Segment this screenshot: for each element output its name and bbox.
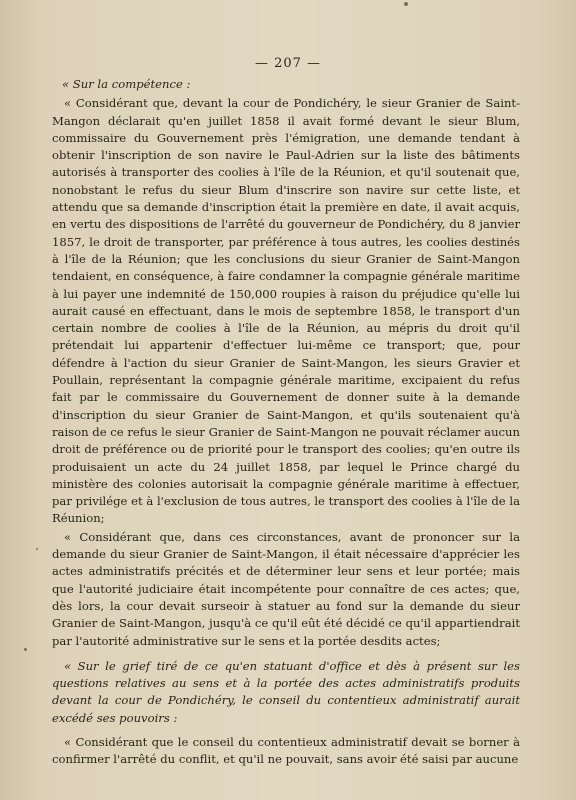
section-heading: « Sur la compétence :	[62, 77, 191, 91]
ink-speck	[36, 548, 38, 550]
ink-speck	[24, 648, 27, 651]
paragraph: « Considérant que, dans ces circonstances, avant de prononcer sur la demande du sieur Granier de Saint-Mangon, il était nécessaire d'apprécier les actes administratifs précités et de déterminer leur sens et leur portée; mais que l'autorité judiciaire était incompétente pour connaître de ces actes; que, dès lors, la cour devait surseoir à statuer au fond sur la demande du sieur Granier de Saint-Mangon, jusqu'à ce qu'il eût été décidé ce qu'il appartiendrait par l'autorité administrative sur le sens et la portée desdits actes;	[52, 529, 520, 648]
italic-section-heading: « Sur le grief tiré de ce qu'en statuant d'office et dès à présent sur les questions relatives au sens et à la portée des actes administratifs produits devant la cour de Pondichéry, le conseil du contentieux administratif aurait excédé ses pouvoirs :	[52, 658, 520, 725]
paragraph: « Considérant que le conseil du contentieux administratif devait se borner à confirmer l'arrêté du conflit, et qu'il ne pouvait, sans avoir été saisi par aucune	[52, 734, 520, 767]
body-text	[52, 76, 520, 769]
page-number: — 207 —	[254, 56, 322, 71]
ink-speck	[404, 2, 408, 6]
paragraph: « Considérant que, devant la cour de Pondichéry, le sieur Granier de Saint-Mangon déclarait qu'en juillet 1858 il avait formé devant le sieur Blum, commissaire du Gouvernement près l'émigration, une demande tendant à obtenir l'inscription de son navire le Paul-Adrien sur la liste des bâtiments autorisés à transporter des coolies à l'île de la Réunion, et qu'il soutenait que, nonobstant le refus du sieur Blum d'inscrire son navire sur cette liste, et attendu que sa demande d'inscription était la première en date, il avait acquis, en vertu des dispositions de l'arrêté du gouverneur de Pondichéry, du 8 janvier 1857, le droit de transporter, par préférence à tous autres, les coolies destinés à l'île de la Réunion; que les conclusions du sieur Granier de Saint-Mangon tendaient, en conséquence, à faire condamner la compagnie générale maritime à lui payer une indemnité de 150,000 roupies à raison du préjudice qu'elle lui aurait causé en effectuant, dans le mois de septembre 1858, le transport d'un certain nombre de coolies à l'île de la Réunion, au mépris du droit qu'il prétendait lui appartenir d'effectuer lui-même ce transport; que, pour défendre à l'action du sieur Granier de Saint-Mangon, les sieurs Gravier et Poullain, représentant la compagnie générale maritime, excipaient du refus fait par le commissaire du Gouvernement de donner suite à la demande d'inscription du sieur Granier de Saint-Mangon, et qu'ils soutenaient qu'à raison de ce refus le sieur Granier de Saint-Mangon ne pouvait réclamer aucun droit de préférence ou de priorité pour le transport des coolies; qu'en outre ils produisaient un acte du 24 juillet 1858, par lequel le Prince chargé du ministère des colonies autorisait la compagnie générale maritime à effectuer, par privilége et à l'exclusion de tous autres, le transport des coolies à l'île de la Réunion;	[52, 96, 520, 526]
